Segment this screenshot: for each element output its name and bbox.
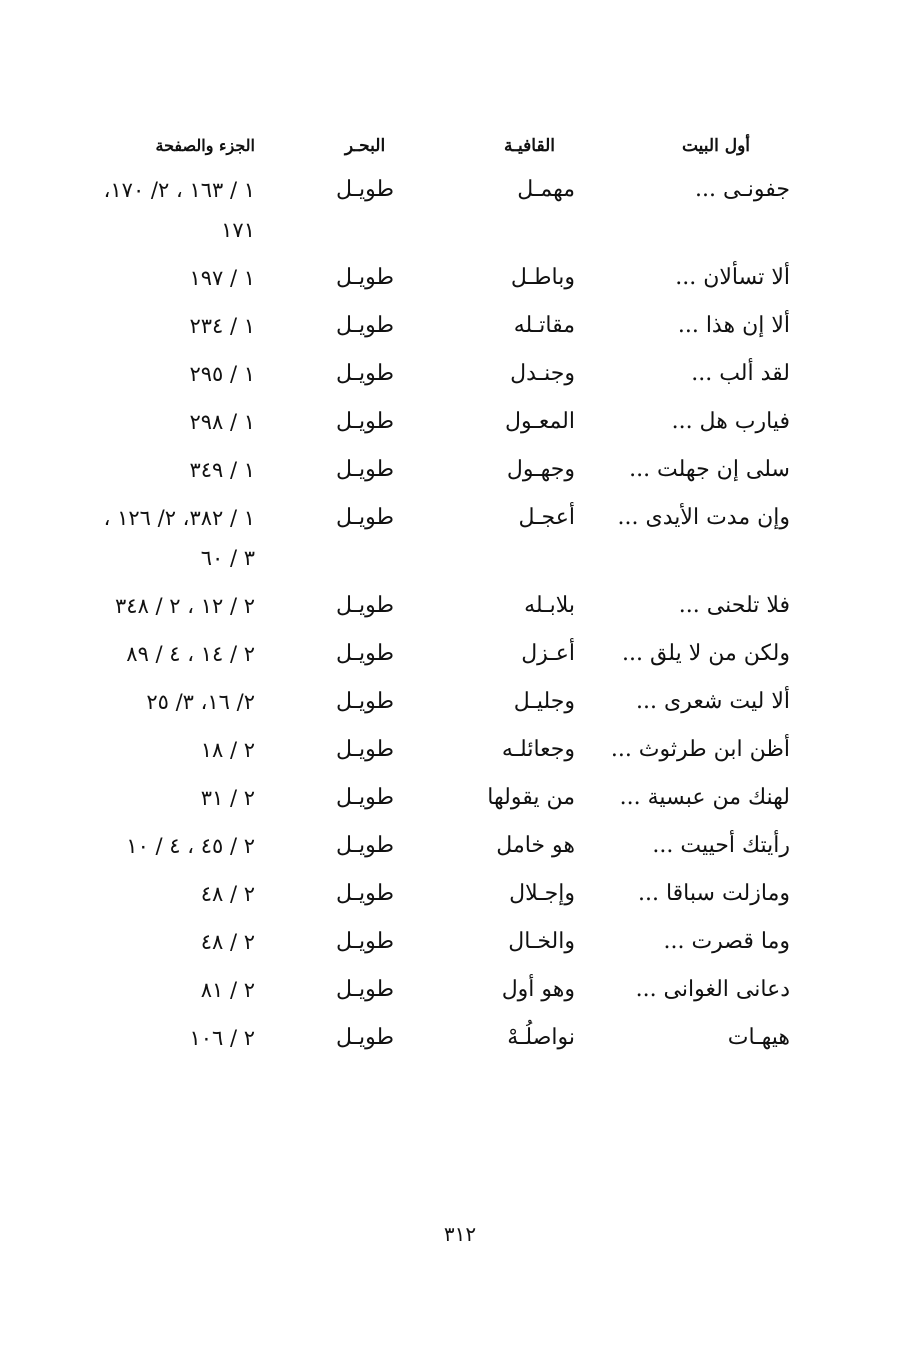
rhyme-cell: وهو أول	[501, 977, 575, 1002]
meter-cell: طويـل	[335, 593, 395, 618]
header-rhyme: القافيـة	[503, 136, 555, 156]
first-verse-cell: لقد ألب ...	[691, 361, 790, 386]
rhyme-cell: وجعائلـه	[501, 737, 575, 762]
rhyme-cell: وجنـدل	[510, 361, 575, 386]
table-row	[100, 1014, 790, 1062]
table-row	[100, 582, 790, 630]
volume-page-cell: ٢ / ١٠٦	[189, 1026, 255, 1050]
meter-cell: طويـل	[335, 977, 395, 1002]
table-row	[100, 726, 790, 774]
table-row	[100, 918, 790, 966]
table-row	[100, 254, 790, 302]
volume-page-cell: ١ / ١٦٣ ، ٢/ ١٧٠، ١٧١	[103, 178, 255, 242]
page-number: ٣١٢	[443, 1222, 477, 1246]
rhyme-cell: وإجـلال	[509, 881, 575, 906]
volume-page-cell: ٢ / ٤٨	[200, 882, 255, 906]
table-row	[100, 302, 790, 350]
rhyme-cell: أعـزل	[521, 641, 575, 666]
first-verse-cell: جفونـى ...	[695, 177, 790, 202]
volume-page-cell: ٢ / ٨١	[200, 978, 255, 1002]
table-row	[100, 870, 790, 918]
volume-page-cell: ٢/ ١٦، ٣/ ٢٥	[146, 690, 255, 714]
table-body	[100, 166, 790, 1062]
meter-cell: طويـل	[335, 177, 395, 202]
meter-cell: طويـل	[335, 737, 395, 762]
meter-cell: طويـل	[335, 265, 395, 290]
first-verse-cell: لهنك من عبسية ...	[619, 785, 790, 810]
table-row	[100, 678, 790, 726]
first-verse-cell: هيهـات	[727, 1025, 790, 1050]
meter-cell: طويـل	[335, 641, 395, 666]
header-volume-page: الجزء والصفحة	[155, 136, 255, 155]
meter-cell: طويـل	[335, 313, 395, 338]
first-verse-cell: دعانى الغوانى ...	[635, 977, 790, 1002]
header-first-verse: أول البيت	[681, 136, 750, 156]
first-verse-cell: سلى إن جهلت ...	[629, 457, 790, 482]
meter-cell: طويـل	[335, 361, 395, 386]
rhyme-cell: أعجـل	[518, 505, 575, 530]
first-verse-cell: ومازلت سباقا ...	[637, 881, 790, 906]
first-verse-cell: وما قصرت ...	[663, 929, 790, 954]
table-row	[100, 822, 790, 870]
meter-cell: طويـل	[335, 457, 395, 482]
rhyme-cell: المعـول	[505, 409, 575, 434]
meter-cell: طويـل	[335, 689, 395, 714]
volume-page-cell: ٢ / ٣١	[200, 786, 255, 810]
volume-page-cell: ١ / ٣٨٢، ٢/ ١٢٦ ، ٣ / ٦٠	[103, 506, 255, 570]
meter-cell: طويـل	[335, 505, 395, 530]
first-verse-cell: رأيتك أحييت ...	[652, 833, 790, 858]
rhyme-cell: هو خامل	[496, 833, 575, 858]
rhyme-cell: مهمـل	[517, 177, 575, 202]
first-verse-cell: فيارب هل ...	[671, 409, 790, 434]
meter-cell: طويـل	[335, 881, 395, 906]
volume-page-cell: ٢ / ١٤ ، ٤ / ٨٩	[126, 642, 255, 666]
volume-page-cell: ١ / ٢٩٨	[189, 410, 255, 434]
table-row	[100, 966, 790, 1014]
volume-page-cell: ٢ / ٤٨	[200, 930, 255, 954]
rhyme-cell: نواصلُـهْ	[507, 1025, 575, 1050]
first-verse-cell: وإن مدت الأيدى ...	[617, 505, 790, 530]
meter-cell: طويـل	[335, 409, 395, 434]
first-verse-cell: ولكن من لا يلق ...	[621, 641, 790, 666]
table-row	[100, 630, 790, 678]
rhyme-cell: وجليـل	[513, 689, 575, 714]
table-header	[100, 126, 790, 166]
rhyme-cell: مقاتـله	[513, 313, 575, 338]
volume-page-cell: ١ / ٣٤٩	[189, 458, 255, 482]
rhyme-cell: والخـال	[508, 929, 575, 954]
volume-page-cell: ٢ / ١٨	[200, 738, 255, 762]
volume-page-cell: ٢ / ١٢ ، ٢ / ٣٤٨	[115, 594, 255, 618]
meter-cell: طويـل	[335, 1025, 395, 1050]
verse-index-table	[100, 126, 790, 1062]
first-verse-cell: فلا تلحنى ...	[678, 593, 790, 618]
volume-page-cell: ١ / ١٩٧	[189, 266, 255, 290]
table-row	[100, 166, 790, 254]
first-verse-cell: ألا ليت شعرى ...	[636, 689, 790, 714]
table-row	[100, 350, 790, 398]
table-row	[100, 398, 790, 446]
meter-cell: طويـل	[335, 785, 395, 810]
table-row	[100, 494, 790, 582]
volume-page-cell: ١ / ٢٣٤	[189, 314, 255, 338]
rhyme-cell: من يقولها	[487, 785, 575, 810]
table-row	[100, 446, 790, 494]
meter-cell: طويـل	[335, 929, 395, 954]
first-verse-cell: ألا تسألان ...	[675, 265, 790, 290]
volume-page-cell: ٢ / ٤٥ ، ٤ / ١٠	[126, 834, 255, 858]
rhyme-cell: بلابـله	[524, 593, 575, 618]
rhyme-cell: وجهـول	[506, 457, 575, 482]
rhyme-cell: وباطـل	[510, 265, 575, 290]
header-meter: البحـر	[344, 136, 386, 156]
first-verse-cell: أظن ابن طرثوث ...	[610, 737, 790, 762]
meter-cell: طويـل	[335, 833, 395, 858]
volume-page-cell: ١ / ٢٩٥	[189, 362, 255, 386]
table-row	[100, 774, 790, 822]
first-verse-cell: ألا إن هذا ...	[677, 313, 790, 338]
